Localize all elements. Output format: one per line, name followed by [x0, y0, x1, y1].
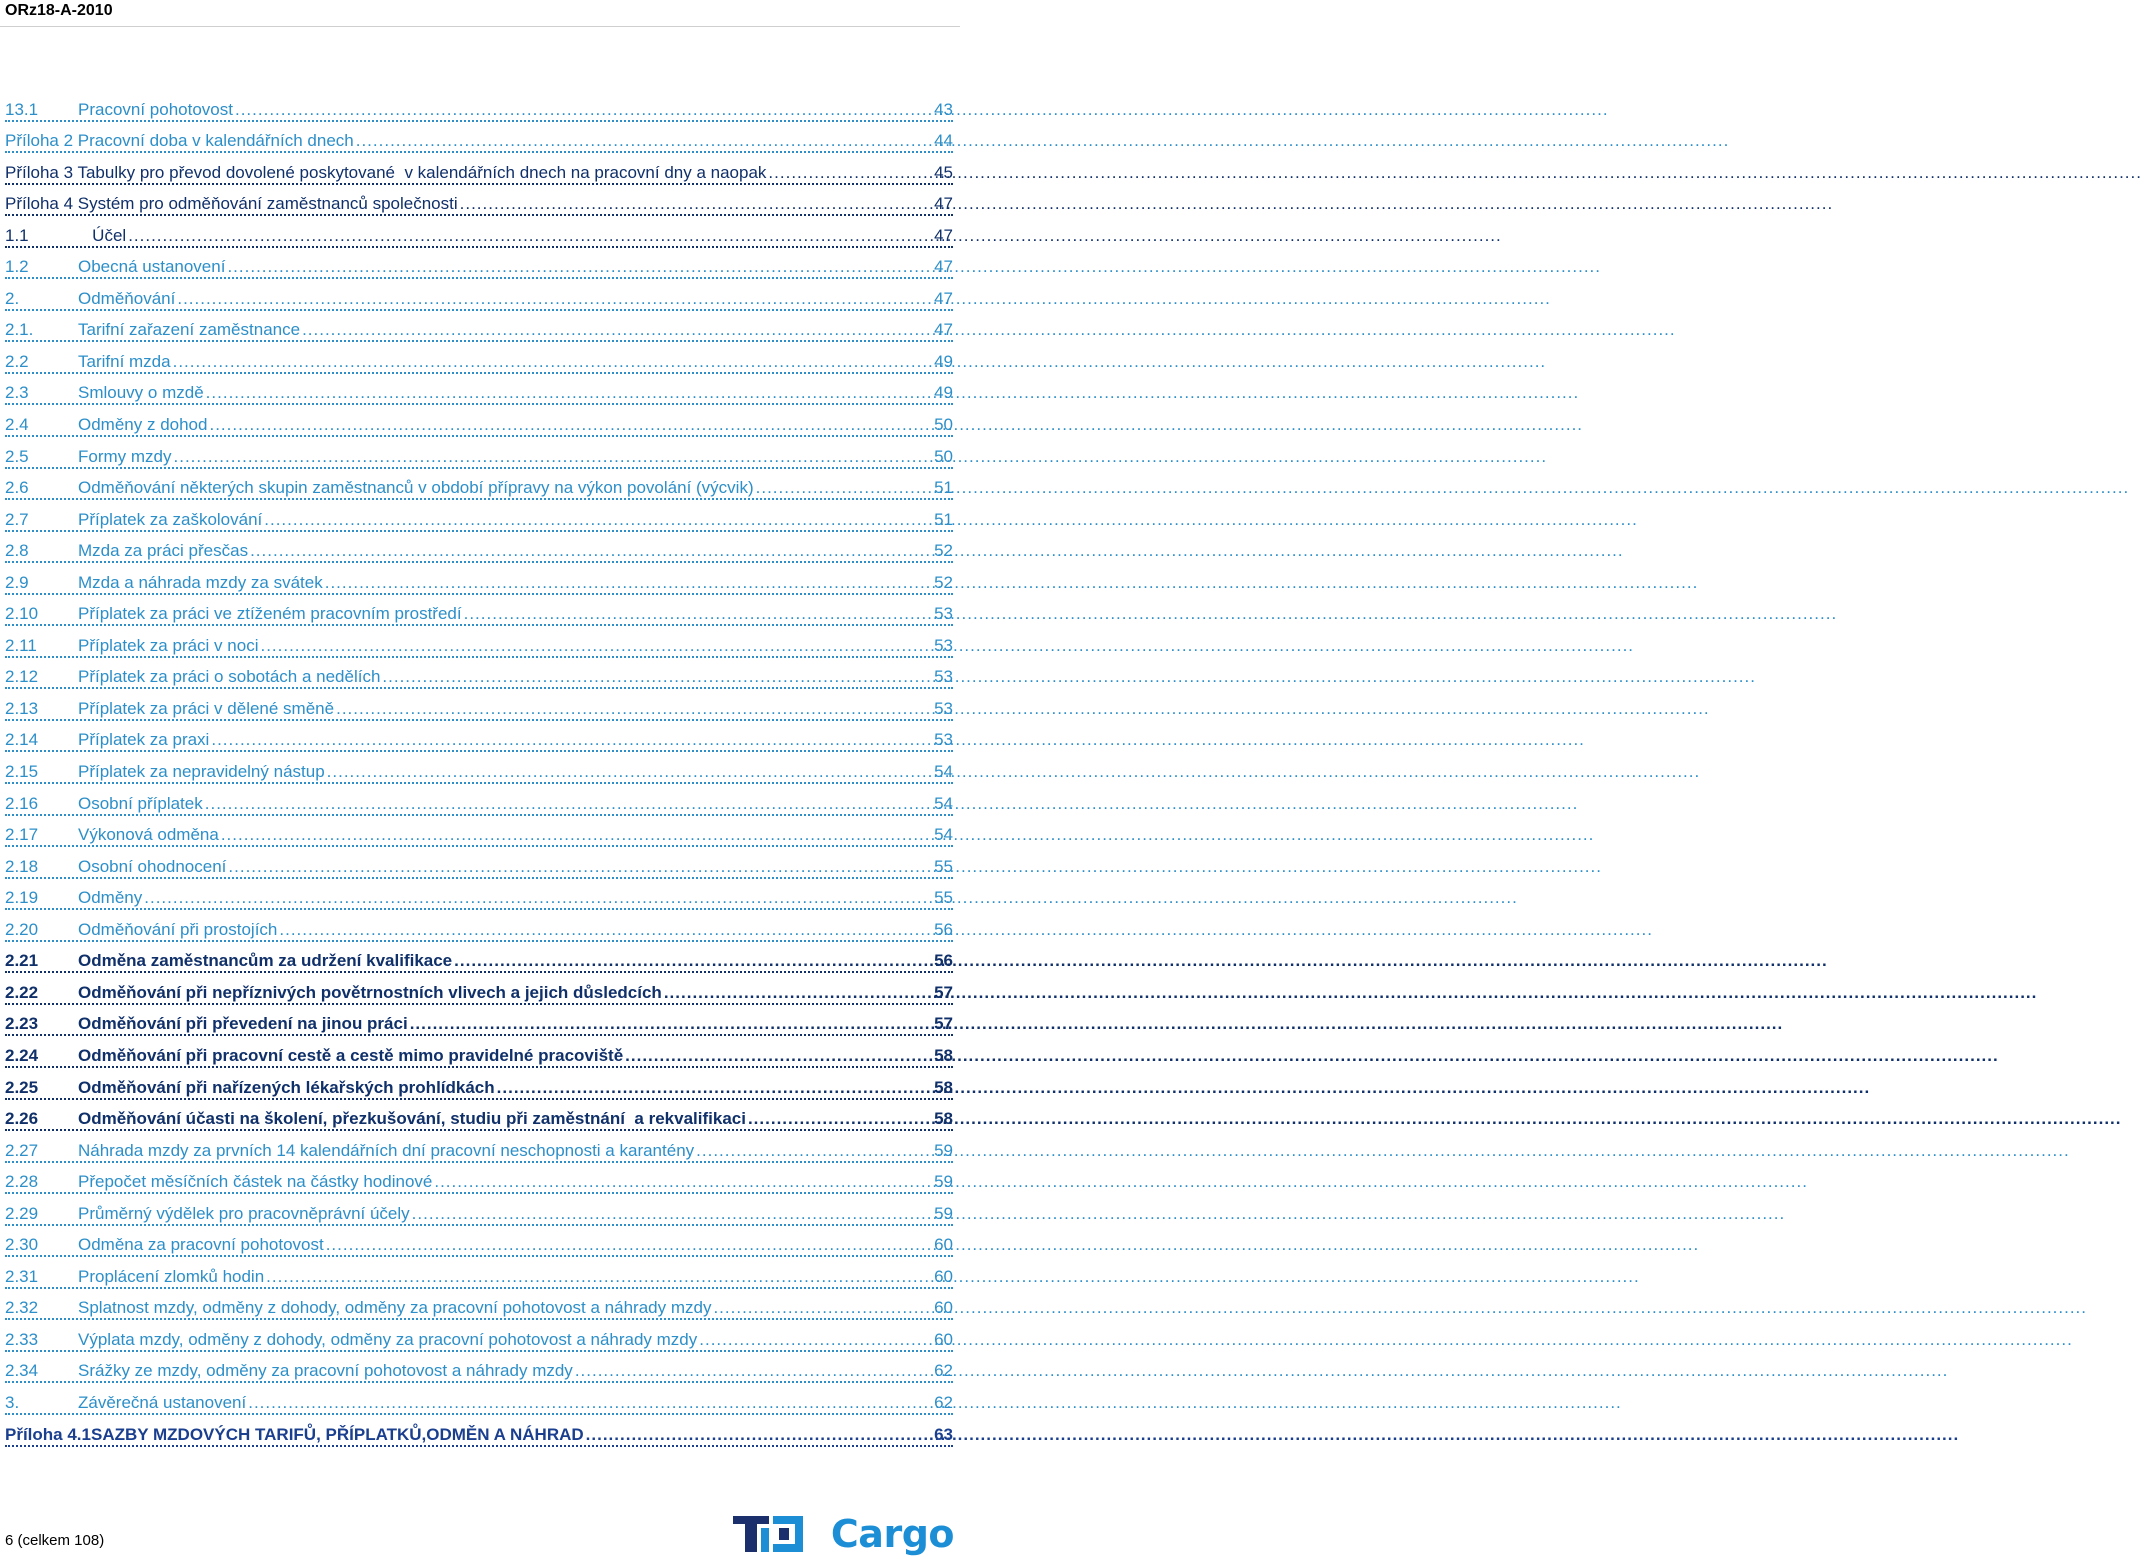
toc-entry-title: Příplatek za zaškolování: [78, 509, 263, 529]
toc-entry-number: 2.20: [5, 919, 39, 939]
toc-entry-page: 56: [934, 951, 953, 971]
toc-entry[interactable]: [0, 883, 960, 915]
toc-entry[interactable]: [0, 1198, 960, 1230]
toc-leader-dots: [699, 1330, 932, 1350]
toc-entry-number: 2.15: [5, 762, 39, 782]
toc-entry-page: 58: [934, 1109, 953, 1129]
toc-entry[interactable]: [0, 1230, 960, 1262]
toc-entry-title: Příplatek za práci v dělené směně: [78, 698, 335, 718]
toc-entry-number: 2.27: [5, 1140, 39, 1160]
toc-entry[interactable]: [0, 283, 960, 315]
toc-leader-dots: [173, 352, 932, 372]
toc-entry-number: 2.6: [5, 478, 29, 498]
toc-leader-dots: [174, 447, 933, 467]
toc-entry-number: 1.2: [5, 257, 29, 277]
toc-entry-number: 2.12: [5, 667, 39, 687]
toc-leader-dots: [664, 983, 932, 1003]
toc-entry-page: 58: [934, 1045, 953, 1065]
toc-entry-page: 58: [934, 1077, 953, 1097]
toc-leader-dots: [264, 510, 932, 530]
toc-entry-page: 45: [934, 162, 953, 182]
toc-entry-number: 2.29: [5, 1203, 39, 1223]
toc-leader-dots: [696, 1141, 932, 1161]
toc-leader-dots: [235, 100, 932, 120]
toc-leader-dots: [575, 1361, 932, 1381]
toc-entry-number: 2.17: [5, 825, 39, 845]
toc-entry-page: 57: [934, 1014, 953, 1034]
toc-entry-number: 2.13: [5, 698, 39, 718]
toc-entry[interactable]: [0, 1104, 960, 1136]
toc-entry-title: Tarifní mzda: [78, 351, 171, 371]
toc-entry-page: 60: [934, 1298, 953, 1318]
toc-entry-page: 47: [934, 288, 953, 308]
toc-leader-dots: [250, 541, 932, 561]
toc-entry-page: 55: [934, 888, 953, 908]
toc-entry[interactable]: [0, 788, 960, 820]
toc-entry-title: Příplatek za nepravidelný nástup: [78, 762, 325, 782]
toc-leader-dots: [460, 194, 932, 214]
toc-entry-title: Účel: [78, 225, 127, 245]
toc-leader-dots: [248, 1393, 932, 1413]
toc-entry-title: Odměňování při převedení na jinou práci: [78, 1014, 408, 1034]
toc-entry-title: Příloha 4 Systém pro odměňování zaměstnanců společnosti: [5, 194, 458, 214]
toc-entry-number: 2.32: [5, 1298, 39, 1318]
table-of-contents: [0, 94, 960, 1451]
toc-entry[interactable]: [0, 504, 960, 536]
toc-entry-page: 60: [934, 1329, 953, 1349]
toc-entry-page: 43: [934, 99, 953, 119]
toc-entry-number: 2.22: [5, 982, 39, 1002]
toc-leader-dots: [302, 320, 932, 340]
toc-leader-dots: [326, 1235, 932, 1255]
toc-leader-dots: [336, 699, 932, 719]
toc-entry-number: 2.33: [5, 1329, 39, 1349]
toc-entry-page: 63: [934, 1424, 953, 1444]
toc-entry-page: 50: [934, 446, 953, 466]
toc-entry-page: 57: [934, 982, 953, 1002]
toc-entry-number: 2.: [5, 288, 20, 308]
toc-entry-page: 54: [934, 793, 953, 813]
toc-entry-page: 50: [934, 415, 953, 435]
toc-entry-title: Výplata mzdy, odměny z dohody, odměny za pracovní pohotovost a náhrady mzdy: [78, 1329, 698, 1349]
toc-entry-number: 2.18: [5, 856, 39, 876]
toc-entry[interactable]: [0, 1387, 960, 1419]
toc-leader-dots: [327, 762, 932, 782]
toc-entry[interactable]: [0, 252, 960, 284]
toc-entry-title: Pracovní pohotovost: [78, 99, 233, 119]
toc-entry-title: Příloha 3 Tabulky pro převod dovolené poskytované v kalendářních dnech na pracovní dny a naopak: [5, 162, 767, 182]
toc-leader-dots: [356, 131, 932, 151]
toc-entry-title: Splatnost mzdy, odměny z dohody, odměny za pracovní pohotovost a náhrady mzdy: [78, 1298, 712, 1318]
toc-entry-page: 53: [934, 698, 953, 718]
toc-entry-number: 2.30: [5, 1235, 39, 1255]
toc-leader-dots: [434, 1172, 932, 1192]
toc-leader-dots: [382, 667, 932, 687]
header-rule: [0, 26, 960, 27]
toc-entry-number: 2.7: [5, 509, 29, 529]
toc-entry[interactable]: [0, 315, 960, 347]
toc-leader-dots: [454, 951, 932, 971]
toc-entry-title: Závěrečná ustanovení: [78, 1392, 247, 1412]
toc-leader-dots: [128, 226, 932, 246]
toc-leader-dots: [211, 730, 932, 750]
toc-leader-dots: [266, 1267, 932, 1287]
toc-entry-number: 2.5: [5, 446, 29, 466]
toc-entry-title: Smlouvy o mzdě: [78, 383, 204, 403]
toc-entry-number: 2.26: [5, 1109, 39, 1129]
cargo-logo: [733, 1514, 954, 1554]
toc-entry[interactable]: [0, 1293, 960, 1325]
toc-leader-dots: [206, 383, 932, 403]
toc-entry-title: Náhrada mzdy za prvních 14 kalendářních dní pracovní neschopnosti a karantény: [78, 1140, 695, 1160]
toc-entry[interactable]: [0, 662, 960, 694]
toc-leader-dots: [177, 289, 932, 309]
toc-entry-number: 2.10: [5, 604, 39, 624]
toc-entry[interactable]: [0, 189, 960, 221]
toc-entry-title: Odměny: [78, 888, 143, 908]
toc-entry-title: Osobní ohodnocení: [78, 856, 227, 876]
toc-entry-number: 2.1.: [5, 320, 34, 340]
toc-leader-dots: [279, 920, 932, 940]
logo-text: Cargo: [830, 1512, 954, 1556]
document-code: ORz18-A-2010: [5, 2, 113, 19]
toc-entry-number: 1.1: [5, 225, 29, 245]
toc-entry[interactable]: [0, 1167, 960, 1199]
toc-entry[interactable]: [0, 473, 960, 505]
toc-leader-dots: [228, 857, 932, 877]
toc-entry[interactable]: [0, 157, 960, 189]
toc-leader-dots: [205, 794, 932, 814]
toc-leader-dots: [325, 573, 932, 593]
toc-entry[interactable]: [0, 1040, 960, 1072]
toc-entry-title: Proplácení zlomků hodin: [78, 1266, 265, 1286]
toc-entry-page: 51: [934, 509, 953, 529]
toc-entry-title: Odměňování některých skupin zaměstnanců v období přípravy na výkon povolání (výcvik): [78, 478, 754, 498]
toc-leader-dots: [464, 604, 932, 624]
toc-entry-page: 55: [934, 856, 953, 876]
toc-entry-title: Příloha 4.1SAZBY MZDOVÝCH TARIFŮ, PŘÍPLATKŮ,ODMĚN A NÁHRAD: [5, 1424, 584, 1444]
toc-leader-dots: [260, 636, 932, 656]
toc-entry-page: 59: [934, 1140, 953, 1160]
toc-entry-number: 2.3: [5, 383, 29, 403]
toc-entry-title: Odměny z dohod: [78, 415, 208, 435]
toc-entry-title: Příplatek za praxi: [78, 730, 210, 750]
toc-entry-title: Odměňování při nařízených lékařských prohlídkách: [78, 1077, 495, 1097]
toc-entry-title: Příplatek za práci o sobotách a nedělích: [78, 667, 381, 687]
toc-entry-title: Osobní příplatek: [78, 793, 203, 813]
toc-entry[interactable]: [0, 851, 960, 883]
toc-leader-dots: [221, 825, 932, 845]
toc-entry[interactable]: [0, 914, 960, 946]
toc-leader-dots: [768, 163, 932, 183]
toc-entry-number: 2.28: [5, 1172, 39, 1192]
toc-entry[interactable]: [0, 630, 960, 662]
toc-entry-page: 47: [934, 320, 953, 340]
toc-leader-dots: [410, 1014, 932, 1034]
toc-entry[interactable]: [0, 126, 960, 158]
toc-entry-number: 2.4: [5, 415, 29, 435]
toc-entry-page: 54: [934, 762, 953, 782]
toc-entry-number: 2.9: [5, 572, 29, 592]
toc-entry[interactable]: [0, 756, 960, 788]
toc-entry-number: 2.24: [5, 1045, 39, 1065]
page-number: 6 (celkem 108): [5, 1532, 105, 1549]
toc-entry-title: Odměňování účasti na školení, přezkušování, studiu při zaměstnání a rekvalifikaci: [78, 1109, 746, 1129]
toc-entry-page: 62: [934, 1361, 953, 1381]
toc-entry[interactable]: [0, 1135, 960, 1167]
toc-leader-dots: [412, 1204, 932, 1224]
toc-leader-dots: [144, 888, 932, 908]
cd-logo-icon: [733, 1514, 825, 1554]
toc-entry-page: 44: [934, 131, 953, 151]
toc-entry[interactable]: [0, 820, 960, 852]
toc-entry-title: Odměna zaměstnancům za udržení kvalifikace: [78, 951, 453, 971]
toc-entry-page: 62: [934, 1392, 953, 1412]
toc-entry[interactable]: [0, 220, 960, 252]
toc-leader-dots: [713, 1298, 932, 1318]
toc-entry-number: 13.1: [5, 99, 39, 119]
toc-entry[interactable]: [0, 1356, 960, 1388]
toc-entry-page: 60: [934, 1235, 953, 1255]
toc-entry-title: Odměňování při prostojích: [78, 919, 278, 939]
toc-entry-number: 3.: [5, 1392, 20, 1412]
toc-leader-dots: [586, 1425, 932, 1445]
toc-entry-page: 52: [934, 541, 953, 561]
toc-entry-number: 2.14: [5, 730, 39, 750]
toc-entry-page: 52: [934, 572, 953, 592]
toc-entry-number: 2.11: [5, 635, 37, 655]
toc-leader-dots: [227, 257, 932, 277]
toc-entry-page: 56: [934, 919, 953, 939]
toc-entry-page: 49: [934, 383, 953, 403]
toc-entry[interactable]: [0, 1072, 960, 1104]
toc-entry-page: 53: [934, 604, 953, 624]
toc-entry-number: 2.34: [5, 1361, 39, 1381]
toc-entry[interactable]: [0, 409, 960, 441]
toc-leader-dots: [497, 1078, 932, 1098]
toc-entry-page: 53: [934, 667, 953, 687]
toc-entry-number: 2.2: [5, 351, 29, 371]
toc-entry-title: Srážky ze mzdy, odměny za pracovní pohotovost a náhrady mzdy: [78, 1361, 573, 1381]
toc-entry-number: 2.16: [5, 793, 39, 813]
toc-entry-number: 2.19: [5, 888, 39, 908]
toc-entry-title: Odměna za pracovní pohotovost: [78, 1235, 324, 1255]
toc-leader-dots: [756, 478, 932, 498]
toc-entry[interactable]: [0, 94, 960, 126]
toc-entry-page: 47: [934, 194, 953, 214]
toc-entry-title: Přepočet měsíčních částek na částky hodinové: [78, 1172, 433, 1192]
toc-entry[interactable]: [0, 536, 960, 568]
toc-entry-title: Odměňování při nepříznivých povětrnostních vlivech a jejich důsledcích: [78, 982, 662, 1002]
toc-entry-number: 2.21: [5, 951, 39, 971]
toc-entry-title: Obecná ustanovení: [78, 257, 226, 277]
toc-leader-dots: [748, 1109, 932, 1129]
toc-entry-title: Odměňování při pracovní cestě a cestě mimo pravidelné pracoviště: [78, 1045, 624, 1065]
toc-entry-page: 59: [934, 1172, 953, 1192]
toc-entry-title: Mzda za práci přesčas: [78, 541, 249, 561]
toc-entry[interactable]: [0, 946, 960, 978]
toc-entry-number: 2.25: [5, 1077, 39, 1097]
toc-entry[interactable]: [0, 599, 960, 631]
toc-entry[interactable]: [0, 346, 960, 378]
toc-entry-page: 59: [934, 1203, 953, 1223]
toc-entry-title: Formy mzdy: [78, 446, 172, 466]
toc-leader-dots: [625, 1046, 932, 1066]
toc-entry-number: 2.8: [5, 541, 29, 561]
toc-entry-title: Příloha 2 Pracovní doba v kalendářních dnech: [5, 131, 354, 151]
toc-entry-page: 60: [934, 1266, 953, 1286]
toc-entry-title: Průměrný výdělek pro pracovněprávní účely: [78, 1203, 410, 1223]
toc-entry[interactable]: [0, 1009, 960, 1041]
toc-entry-page: 47: [934, 225, 953, 245]
toc-entry[interactable]: [0, 1261, 960, 1293]
toc-entry-title: Příplatek za práci ve ztíženém pracovním prostředí: [78, 604, 462, 624]
toc-entry-title: Mzda a náhrada mzdy za svátek: [78, 572, 323, 592]
toc-entry-page: 49: [934, 351, 953, 371]
toc-entry[interactable]: [0, 441, 960, 473]
toc-entry-title: Tarifní zařazení zaměstnance: [78, 320, 301, 340]
toc-entry[interactable]: [0, 977, 960, 1009]
toc-entry-title: Odměňování: [78, 288, 176, 308]
toc-entry[interactable]: [0, 1419, 960, 1451]
toc-leader-dots: [209, 415, 932, 435]
toc-entry[interactable]: [0, 693, 960, 725]
toc-entry[interactable]: [0, 725, 960, 757]
toc-entry[interactable]: [0, 378, 960, 410]
toc-entry-title: Příplatek za práci v noci: [78, 635, 259, 655]
toc-entry-page: 53: [934, 635, 953, 655]
toc-entry[interactable]: [0, 567, 960, 599]
toc-entry-number: 2.23: [5, 1014, 39, 1034]
toc-entry-page: 53: [934, 730, 953, 750]
toc-entry-page: 47: [934, 257, 953, 277]
toc-entry-title: Výkonová odměna: [78, 825, 219, 845]
toc-entry-page: 54: [934, 825, 953, 845]
toc-entry[interactable]: [0, 1324, 960, 1356]
toc-entry-page: 51: [934, 478, 953, 498]
toc-entry-number: 2.31: [5, 1266, 39, 1286]
